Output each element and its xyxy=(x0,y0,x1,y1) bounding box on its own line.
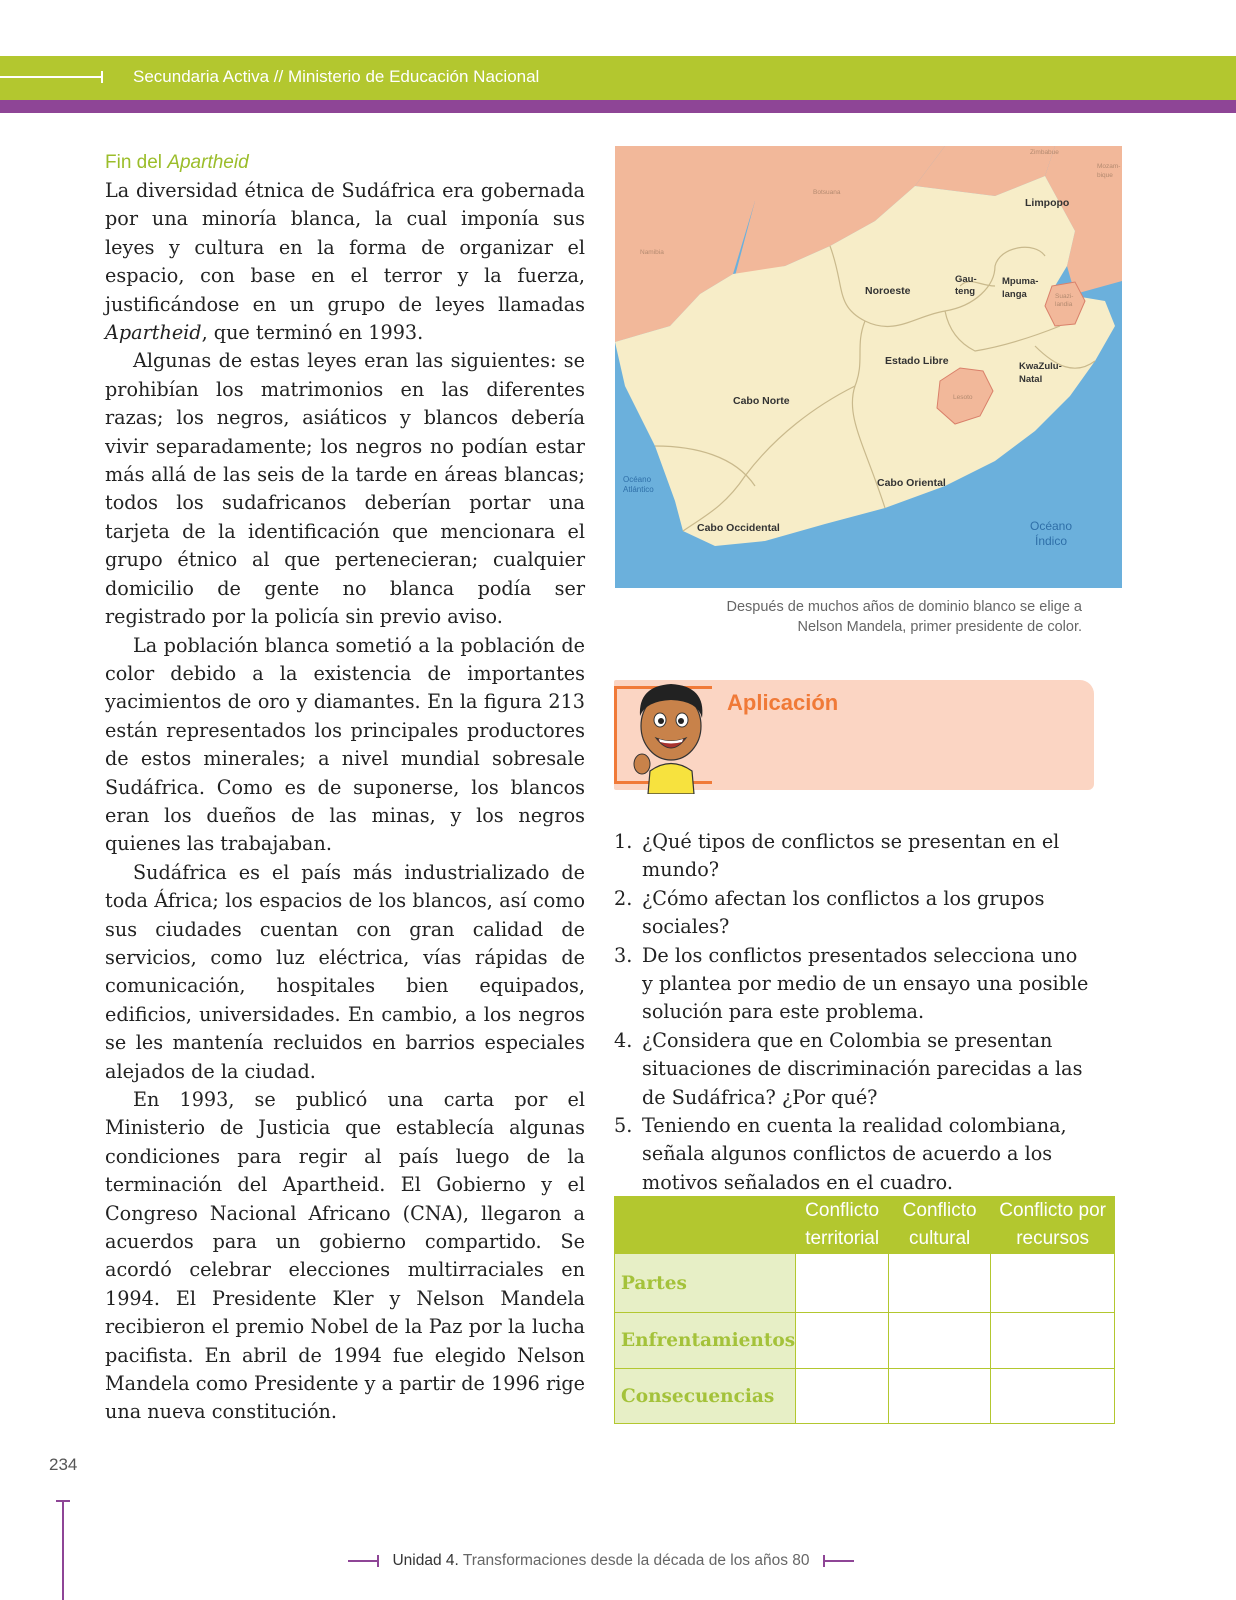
paragraph-1-italic: Apartheid xyxy=(105,321,202,345)
label-lesotho: Lesoto xyxy=(953,394,973,401)
question-number: 2. xyxy=(614,886,633,910)
question-item xyxy=(614,828,1094,885)
column-header-line-2: recursos xyxy=(1016,1228,1090,1249)
label-indian-1: Océano xyxy=(1030,519,1073,533)
column-header-line-2: territorial xyxy=(805,1228,880,1249)
answer-cell[interactable] xyxy=(796,1254,889,1313)
label-kwazulu-1: KwaZulu- xyxy=(1019,361,1062,372)
map-caption xyxy=(615,597,1082,637)
label-mozambique-1: Mozam- xyxy=(1097,163,1121,170)
answer-cell[interactable] xyxy=(991,1254,1115,1313)
question-text: De los conflictos presentados selecciona uno y plantea por medio de un ensayo una posible solución para este problema. xyxy=(642,943,1089,1024)
label-kwazulu-2: Natal xyxy=(1019,374,1043,385)
column-header xyxy=(889,1197,991,1254)
label-namibia: Namibia xyxy=(640,249,664,256)
answer-cell[interactable] xyxy=(991,1369,1115,1424)
label-atlantic-1: Océano xyxy=(623,475,652,484)
label-cabo-norte: Cabo Norte xyxy=(733,395,790,407)
map-caption-line-2: Nelson Mandela, primer presidente de color. xyxy=(797,619,1082,635)
column-header-line-1: Conflicto xyxy=(902,1200,977,1221)
section-title-italic: Apartheid xyxy=(167,152,249,173)
footer-unit-label: Unidad 4. xyxy=(392,1552,459,1569)
header-accent-bar xyxy=(0,100,1236,113)
footer-rule-right xyxy=(824,1560,854,1562)
article-body xyxy=(105,177,585,1427)
column-header-line-2: cultural xyxy=(909,1228,971,1249)
label-indian-2: Índico xyxy=(1035,534,1068,548)
label-zimbabwe: Zimbabue xyxy=(1030,149,1059,156)
footer-unit-name: Transformaciones desde la década de los años 80 xyxy=(458,1552,810,1569)
label-gauteng-2: teng xyxy=(955,286,976,297)
application-title: Aplicación xyxy=(727,690,839,715)
answer-cell[interactable] xyxy=(889,1369,991,1424)
question-number: 1. xyxy=(614,830,633,853)
question-text: ¿Considera que en Colombia se presentan situaciones de discriminación parecidas a las de Sudáfrica? ¿Por qué? xyxy=(642,1028,1083,1109)
label-cabo-oriental: Cabo Oriental xyxy=(877,477,946,489)
label-mpumalanga-1: Mpuma- xyxy=(1002,276,1039,287)
label-swaziland-2: landia xyxy=(1055,301,1073,308)
south-africa-map xyxy=(615,146,1122,588)
question-item xyxy=(614,1112,1094,1197)
label-cabo-occidental: Cabo Occidental xyxy=(697,522,780,534)
footer-rule-left-tick xyxy=(377,1555,379,1567)
label-swaziland-1: Suazi- xyxy=(1055,293,1074,300)
label-atlantic-2: Atlántico xyxy=(623,485,654,494)
answer-cell[interactable] xyxy=(796,1369,889,1424)
label-mozambique-2: bique xyxy=(1097,172,1113,179)
footer-unit-title xyxy=(382,1551,820,1571)
question-number: 3. xyxy=(614,943,633,967)
answer-cell[interactable] xyxy=(991,1313,1115,1369)
section-title xyxy=(105,150,249,176)
column-header xyxy=(796,1197,889,1254)
paragraph-4: Sudáfrica es el país más industrializado de toda África; los espacios de los blancos, así como sus ciudades cuentan con gran calidad de servicios, como luz eléctrica, vías rápidas de comunicación, hospitales bien equipados, edificios, universidades. En cambio, a los negros se les mantenía recluidos en barrios especiales alejados de la ciudad. xyxy=(105,860,585,1083)
row-header: Partes xyxy=(615,1254,796,1313)
column-header-line-1: Conflicto xyxy=(805,1200,880,1221)
header-title: Secundaria Activa // Ministerio de Educación Nacional xyxy=(133,67,540,86)
label-limpopo: Limpopo xyxy=(1025,197,1070,209)
table-row xyxy=(615,1369,1115,1424)
column-header xyxy=(991,1197,1115,1254)
table-header-row xyxy=(615,1197,1115,1254)
paragraph-2: Algunas de estas leyes eran las siguientes: se prohibían los matrimonios en las diferentes razas; los negros, asiáticos y blancos debería vivir separadamente; los negros no podían estar más allá de las seis de la tarde en áreas blancas; todos los sudafricanos deberían portar una tarjeta de la identificación que mencionara el grupo étnico al que pertenecieran; cualquier domicilio de gente no blanca podía ser registrado por la policía sin previo aviso. xyxy=(105,349,585,629)
question-list xyxy=(614,828,1094,1197)
paragraph-3: La población blanca sometió a la población de color debido a la existencia de importantes yacimientos de oro y diamantes. En la figura 213 están representados los principales productores de estos minerales; a nivel mundial sobresale Sudáfrica. Como es de suponerse, los blancos eran los dueños de las minas, y los negros quienes las trabajaban. xyxy=(105,633,585,856)
footer-margin-line xyxy=(62,1500,64,1600)
table-row xyxy=(615,1254,1115,1313)
page-number: 234 xyxy=(49,1455,78,1474)
question-text: ¿Cómo afectan los conflictos a los grupos sociales? xyxy=(642,886,1045,939)
paragraph-1-a: La diversidad étnica de Sudáfrica era gobernada por una minoría blanca, la cual imponía sus leyes y cultura en la forma de organizar el espacio, con base en el terror y la fuerza, justificándose en un grupo de leyes llamadas xyxy=(105,179,585,316)
answer-cell[interactable] xyxy=(796,1313,889,1369)
footer-rule-left xyxy=(348,1560,378,1562)
row-header: Enfrentamientos xyxy=(615,1313,796,1369)
answer-cell[interactable] xyxy=(889,1313,991,1369)
paragraph-5: En 1993, se publicó una carta por el Ministerio de Justicia que establecía algunas condiciones para regir al país luego de la terminación del Apartheid. El Gobierno y el Congreso Nacional Africano (CNA), llegaron a acuerdos para un gobierno compartido. Se acordó celebrar elecciones multirraciales en 1994. El Presidente Kler y Nelson Mandela recibieron el premio Nobel de la Paz por la lucha pacifista. En abril de 1994 fue elegido Nelson Mandela como Presidente y a partir de 1996 rige una nueva constitución. xyxy=(105,1088,585,1424)
header-rule-tick xyxy=(101,71,103,83)
row-header: Consecuencias xyxy=(615,1369,796,1424)
paragraph-1-b: , que terminó en 1993. xyxy=(201,321,424,345)
paragraph-1 xyxy=(105,177,585,347)
question-text: Teniendo en cuenta la realidad colombiana, señala algunos conflictos de acuerdo a los motivos señalados en el cuadro. xyxy=(642,1114,1067,1194)
section-title-prefix: Fin del xyxy=(105,152,168,173)
question-item xyxy=(614,885,1094,942)
table-row xyxy=(615,1313,1115,1369)
question-item xyxy=(614,1027,1094,1112)
student-avatar-icon xyxy=(628,676,714,794)
answer-cell[interactable] xyxy=(889,1254,991,1313)
question-number: 5. xyxy=(614,1114,633,1138)
question-number: 4. xyxy=(614,1028,633,1052)
map-caption-line-1: Después de muchos años de dominio blanco se elige a xyxy=(726,599,1082,615)
label-estado-libre: Estado Libre xyxy=(885,355,949,367)
table-corner-cell xyxy=(615,1197,796,1254)
label-gauteng-1: Gau- xyxy=(955,274,977,285)
header-rule xyxy=(0,76,102,78)
label-botswana: Botsuana xyxy=(813,189,841,196)
question-text: ¿Qué tipos de conflictos se presentan en el mundo? xyxy=(642,830,1060,882)
label-mpumalanga-2: langa xyxy=(1002,289,1027,300)
conflict-table xyxy=(614,1196,1115,1424)
question-item xyxy=(614,942,1094,1027)
label-noroeste: Noroeste xyxy=(865,285,911,297)
column-header-line-1: Conflicto por xyxy=(999,1200,1106,1221)
